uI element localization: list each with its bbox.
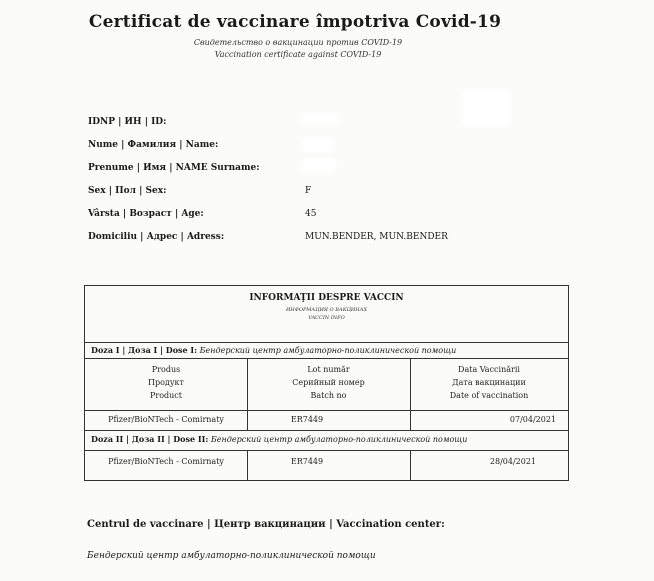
redaction-mark xyxy=(302,158,336,172)
dose-2-center: Бендерский центр амбулаторно-поликлинической помощи xyxy=(210,435,468,444)
column-header-ro: Lot număr xyxy=(307,365,350,374)
dose-2-label xyxy=(91,434,467,444)
vaccination-center-value: Бендерский центр амбулаторно-поликлинической помощи xyxy=(87,551,376,561)
vaccine-info-title: INFORMAŢII DESPRE VACCIN xyxy=(249,293,404,303)
dose-1-title: Doza I | Доза I | Dose I: xyxy=(91,345,198,355)
column-header-ro: Produs xyxy=(151,365,181,374)
divider xyxy=(85,342,568,343)
certificate-title: Certificat de vaccinare împotriva Covid-19 xyxy=(88,12,502,32)
column-header-ro: Data Vaccinării xyxy=(458,365,520,374)
dose-1-batch: ER7449 xyxy=(290,415,324,424)
column-divider xyxy=(410,358,411,430)
dose-2-product: Pfizer/BioNTech - Comirnaty xyxy=(108,457,224,466)
vaccine-info-subtitle-ru: ИНФОРМАЦИЯ О ВАКЦИНАХ xyxy=(285,307,368,313)
name-label: Nume | Фамилия | Name: xyxy=(88,140,219,150)
sex-label: Sex | Пол | Sex: xyxy=(88,186,167,196)
column-header-en: Batch no xyxy=(310,391,347,400)
column-header-ru: Дата вакцинации xyxy=(452,378,526,387)
column-header-product xyxy=(85,363,247,402)
vaccine-info-subtitle-en: VACCIN INFO xyxy=(308,315,345,321)
column-header-en: Product xyxy=(150,391,182,400)
vaccine-info-box xyxy=(84,285,569,481)
address-label: Domiciliu | Адрес | Adress: xyxy=(88,232,225,242)
dose-2-date: 28/04/2021 xyxy=(489,457,536,466)
divider xyxy=(85,450,568,451)
dose-2-batch: ER7449 xyxy=(290,457,324,466)
age-label: Vârsta | Возраст | Age: xyxy=(88,209,204,219)
certificate-subtitle-en: Vaccination certificate against COVID-19 xyxy=(214,50,382,59)
dose-1-date: 07/04/2021 xyxy=(509,415,556,424)
redaction-mark xyxy=(462,90,510,126)
surname-label: Prenume | Имя | NAME Surname: xyxy=(88,163,260,173)
column-header-en: Date of vaccination xyxy=(449,391,529,400)
dose-1-product: Pfizer/BioNTech - Comirnaty xyxy=(108,415,224,424)
certificate-subtitle-ru: Свидетельство о вакцинации против COVID-19 xyxy=(193,38,403,47)
divider xyxy=(85,358,568,359)
divider xyxy=(85,430,568,431)
column-header-date xyxy=(410,363,568,402)
column-header-ru: Продукт xyxy=(148,378,184,387)
column-divider xyxy=(247,450,248,480)
address-value: MUN.BENDER, MUN.BENDER xyxy=(305,232,448,242)
column-header-ru: Серийный номер xyxy=(292,378,365,387)
column-header-batch xyxy=(247,363,410,402)
redaction-mark xyxy=(302,113,338,125)
dose-2-title: Doza II | Доза II | Dose II: xyxy=(91,434,209,444)
redaction-mark xyxy=(302,138,334,152)
column-divider xyxy=(410,450,411,480)
idnp-label: IDNP | ИН | ID: xyxy=(88,117,167,127)
column-divider xyxy=(247,358,248,430)
dose-1-center: Бендерский центр амбулаторно-поликлинической помощи xyxy=(199,346,457,355)
vaccination-center-label: Centrul de vaccinare | Центр вакцинации | Vaccination center: xyxy=(87,519,445,530)
age-value: 45 xyxy=(305,209,317,219)
dose-1-label xyxy=(91,345,456,355)
sex-value: F xyxy=(305,186,312,196)
divider xyxy=(85,410,568,411)
